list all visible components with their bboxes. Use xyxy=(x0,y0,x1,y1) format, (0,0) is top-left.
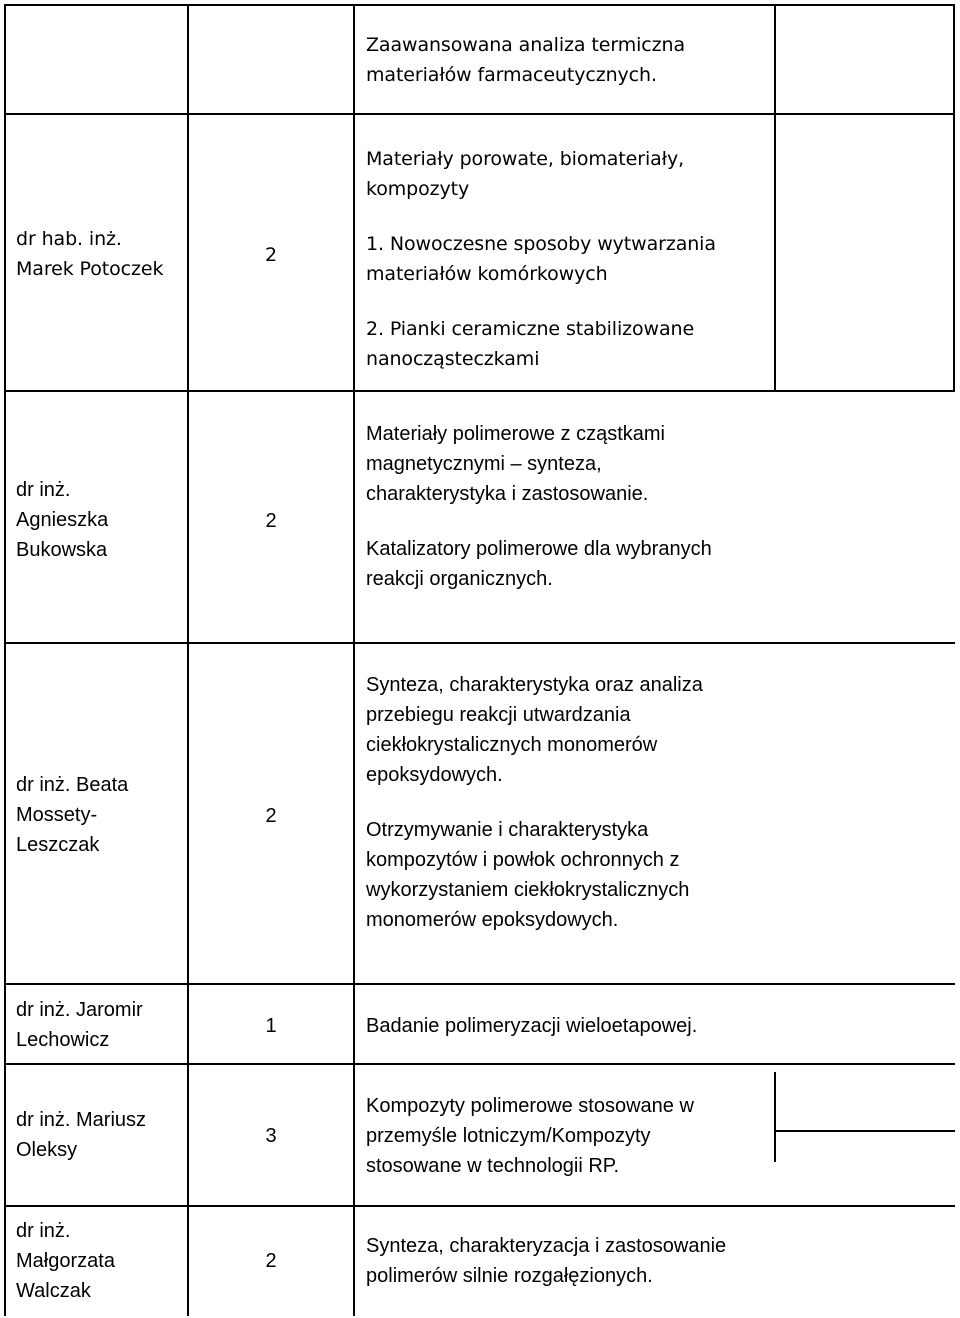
topic-paragraph: Badanie polimeryzacji wieloetapowej. xyxy=(366,1015,698,1037)
topic-paragraph: Materiały porowate, biomateriały, kompozyty xyxy=(366,148,685,200)
name-cell: dr inż. Małgorzata Walczak xyxy=(16,1220,115,1302)
column-divider-left xyxy=(4,4,6,1316)
table-border-top xyxy=(4,4,955,6)
name-cell: dr inż. Mariusz Oleksy xyxy=(16,1109,147,1161)
topic-paragraph: Kompozyty polimerowe stosowane w przemyśle lotniczym/Kompozyty stosowane w technologii RP. xyxy=(366,1095,694,1177)
name-cell: dr inż. Beata Mossety- Leszczak xyxy=(16,774,129,856)
topic-cell xyxy=(366,30,776,90)
topic-paragraph: Zaawansowana analiza termiczna materiałów farmaceutycznych. xyxy=(366,34,686,86)
row-divider xyxy=(774,113,955,115)
column-divider-1 xyxy=(187,4,189,1316)
name-cell: dr hab. inż. Marek Potoczek xyxy=(16,228,164,280)
topic-paragraph: 1. Nowoczesne sposoby wytwarzania materiałów komórkowych xyxy=(366,233,716,285)
document-table xyxy=(4,4,955,1316)
hours-cell: 2 xyxy=(265,1250,277,1272)
column-divider-right xyxy=(953,4,955,390)
row-divider xyxy=(4,390,955,392)
topic-paragraph: Materiały polimerowe z cząstkami magnetycznymi – synteza, charakterystyka i zastosowanie. xyxy=(366,423,665,505)
hours-cell: 3 xyxy=(265,1125,277,1147)
topic-paragraph: Otrzymywanie i charakterystyka kompozytów i powłok ochronnych z wykorzystaniem ciekłokrystalicznych monomerów epoksydowych. xyxy=(366,819,690,931)
hours-cell: 2 xyxy=(265,244,277,266)
topic-cell xyxy=(366,670,776,935)
row-divider xyxy=(4,113,774,115)
topic-cell xyxy=(366,1231,776,1291)
row-divider xyxy=(774,1130,955,1132)
row-divider xyxy=(4,983,955,985)
topic-cell xyxy=(366,1091,776,1181)
hours-cell: 2 xyxy=(265,805,277,827)
row-divider xyxy=(4,1205,955,1207)
topic-cell xyxy=(366,1011,776,1041)
row-divider xyxy=(4,1063,955,1065)
name-cell: dr inż. Agnieszka Bukowska xyxy=(16,479,109,561)
row-divider xyxy=(4,642,955,644)
hours-cell: 1 xyxy=(265,1015,277,1037)
name-cell: dr inż. Jaromir Lechowicz xyxy=(16,999,143,1051)
topic-paragraph: Synteza, charakterystyka oraz analiza przebiegu reakcji utwardzania ciekłokrystalicznych monomerów epoksydowych. xyxy=(366,674,703,786)
hours-cell: 2 xyxy=(265,510,277,532)
topic-cell xyxy=(366,144,776,374)
column-divider-2 xyxy=(353,4,355,1316)
topic-cell xyxy=(366,419,776,594)
topic-paragraph: Katalizatory polimerowe dla wybranych reakcji organicznych. xyxy=(366,538,712,590)
topic-paragraph: 2. Pianki ceramiczne stabilizowane nanocząsteczkami xyxy=(366,318,695,370)
topic-paragraph: Synteza, charakteryzacja i zastosowanie polimerów silnie rozgałęzionych. xyxy=(366,1235,727,1287)
